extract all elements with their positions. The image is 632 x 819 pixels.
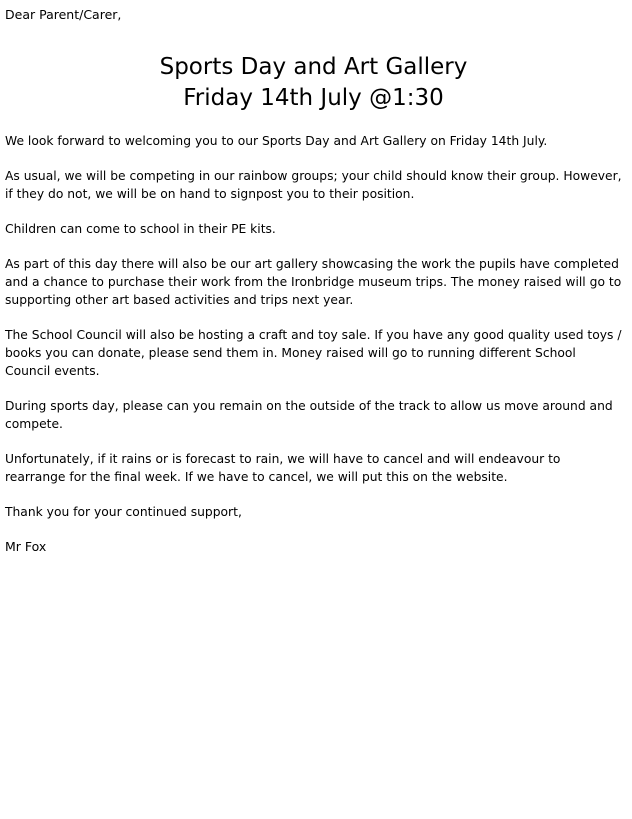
- signature: Mr Fox: [5, 539, 47, 554]
- paragraph-welcome: We look forward to welcoming you to our Sports Day and Art Gallery on Friday 14th July.: [5, 134, 548, 148]
- paragraph-thanks: Thank you for your continued support,: [5, 505, 242, 519]
- paragraph-art-gallery: As part of this day there will also be our art gallery showcasing the work the pupils have completed and a chance to purchase their work from the Ironbridge museum trips. The money raised will go to supporting other art based activities and trips next year.: [5, 257, 622, 307]
- paragraph-rain: Unfortunately, if it rains or is forecast to rain, we will have to cancel and will endeavour to rearrange for the final week. If we have to cancel, we will put this on the website.: [5, 452, 561, 484]
- paragraph-pe-kits: Children can come to school in their PE kits.: [5, 222, 276, 236]
- salutation: Dear Parent/Carer,: [5, 7, 122, 22]
- paragraph-school-council: The School Council will also be hosting a craft and toy sale. If you have any good quality used toys / books you can donate, please send them in. Money raised will go to running different School Council events.: [5, 328, 622, 378]
- title-line-1: Sports Day and Art Gallery: [159, 54, 468, 80]
- letter-title: [5, 52, 622, 114]
- title-line-2: Friday 14th July @1:30: [183, 85, 444, 111]
- paragraph-rainbow-groups: As usual, we will be competing in our rainbow groups; your child should know their group. However, if they do not, we will be on hand to signpost you to their position.: [5, 169, 622, 201]
- paragraph-track: During sports day, please can you remain on the outside of the track to allow us move around and compete.: [5, 399, 613, 431]
